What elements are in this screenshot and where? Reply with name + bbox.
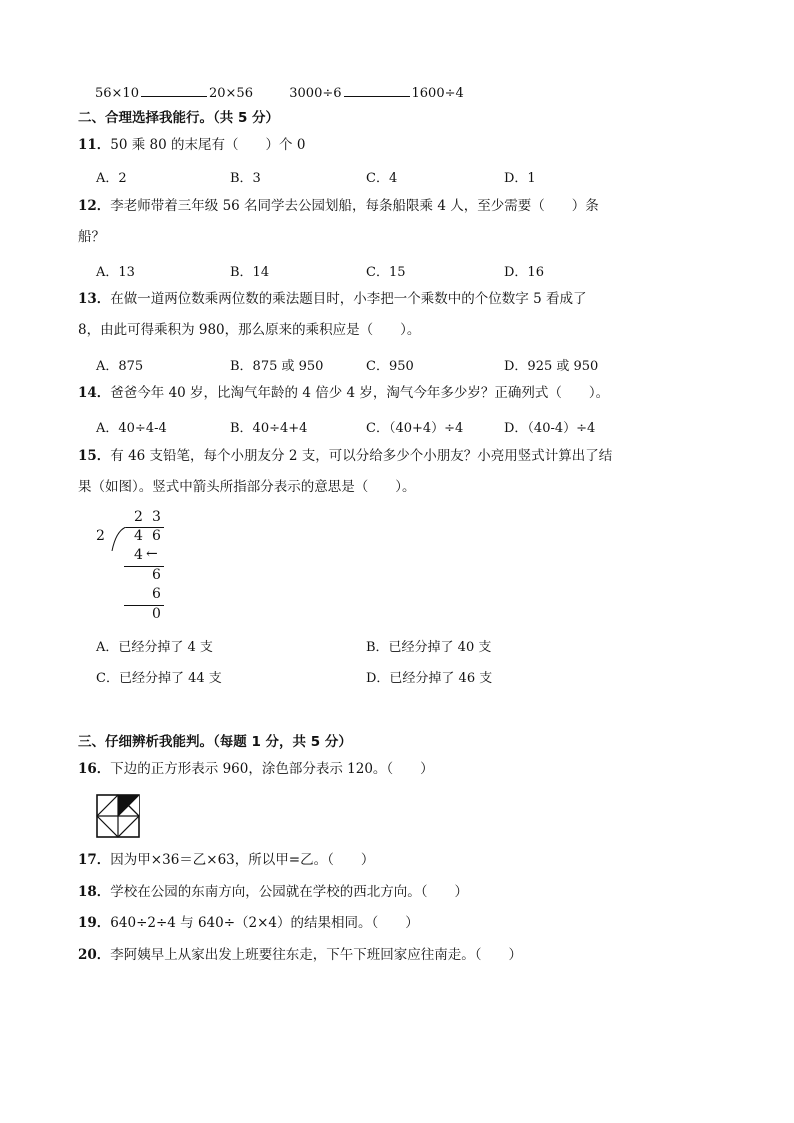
- question-text: 下边的正方形表示 960，涂色部分表示 120。（ ）: [110, 761, 434, 777]
- question-number: 12．: [78, 198, 111, 214]
- question-text: 李老师带着三年级 56 名同学去公园划船，每条船限乘 4 人，至少需要（ ）条: [110, 198, 599, 214]
- q12-option-a[interactable]: A．13: [96, 265, 135, 280]
- long-division-figure: [90, 505, 180, 625]
- question-12: [78, 198, 599, 214]
- q14-option-c[interactable]: C．（40+4）÷4: [366, 421, 464, 436]
- dividend-digit-ones: 6: [152, 528, 161, 544]
- question-15: [78, 448, 612, 464]
- question-text: 李阿姨早上从家出发上班要往东走，下午下班回家应往南走。（ ）: [110, 947, 523, 963]
- question-19: [78, 915, 419, 931]
- question-text: 在做一道两位数乘两位数的乘法题目时，小李把一个乘数中的个位数字 5 看成了: [110, 291, 587, 307]
- square-figure: [96, 794, 140, 838]
- q11-option-d[interactable]: D．1: [504, 171, 536, 186]
- dividend-digit-tens: 4: [134, 528, 143, 544]
- q14-option-d[interactable]: D．（40-4）÷4: [504, 421, 596, 436]
- q12-option-c[interactable]: C．15: [366, 265, 406, 280]
- compare-mid-expr: 20×56: [208, 86, 253, 101]
- divisor: 2: [96, 528, 105, 544]
- question-11: [78, 137, 305, 153]
- question-13-line2: 8，由此可得乘积为 980，那么原来的乘积应是（ ）。: [78, 322, 421, 338]
- question-18: [78, 884, 468, 900]
- q12-option-b[interactable]: B．14: [230, 265, 270, 280]
- question-number: 14．: [78, 385, 111, 401]
- quotient-digit-ones: 3: [152, 509, 161, 525]
- question-number: 19．: [78, 915, 111, 931]
- remainder-1: 6: [152, 567, 161, 583]
- question-text: 有 46 支铅笔，每个小朋友分 2 支，可以分给多少个小朋友？小亮用竖式计算出了结: [110, 448, 613, 464]
- question-number: 15．: [78, 448, 111, 464]
- compare-right-expr: 1600÷4: [411, 86, 464, 101]
- section2-title: 二、合理选择我能行。（共 5 分）: [78, 110, 280, 126]
- question-13: [78, 291, 586, 307]
- q11-option-b[interactable]: B．3: [230, 171, 261, 186]
- section3-title: 三、仔细辨析我能判。（每题 1 分，共 5 分）: [78, 734, 352, 750]
- q15-option-b[interactable]: B．已经分掉了 40 支: [366, 640, 492, 655]
- q13-option-a[interactable]: A．875: [96, 359, 144, 374]
- question-number: 18．: [78, 884, 111, 900]
- q11-option-a[interactable]: A．2: [96, 171, 127, 186]
- question-16: [78, 761, 434, 777]
- q13-option-b[interactable]: B．875 或 950: [230, 359, 324, 374]
- question-number: 11．: [78, 137, 111, 153]
- division-bracket: [110, 527, 128, 551]
- question-15-line2: 果（如图）。竖式中箭头所指部分表示的意思是（ ）。: [78, 479, 416, 495]
- question-number: 17．: [78, 852, 111, 868]
- question-14: [78, 385, 609, 401]
- partial-product-2: 6: [152, 586, 161, 602]
- q14-option-b[interactable]: B．40÷4+4: [230, 421, 308, 436]
- question-number: 16．: [78, 761, 111, 777]
- q13-option-d[interactable]: D．925 或 950: [504, 359, 599, 374]
- compare-left-expr: 56×10: [95, 86, 139, 101]
- compare-blank-1[interactable]: [141, 84, 207, 97]
- q15-option-c[interactable]: C．已经分掉了 44 支: [96, 671, 222, 686]
- question-text: 爸爸今年 40 岁，比淘气年龄的 4 倍少 4 岁，淘气今年多少岁？正确列式（ ）。: [110, 385, 610, 401]
- q15-option-a[interactable]: A．已经分掉了 4 支: [96, 640, 213, 655]
- q14-option-a[interactable]: A．40÷4-4: [96, 421, 167, 436]
- q13-option-c[interactable]: C．950: [366, 359, 414, 374]
- compare-right-left-expr: 3000÷6: [289, 86, 342, 101]
- compare-line: [95, 84, 464, 102]
- q11-option-c[interactable]: C．4: [366, 171, 398, 186]
- question-12-line2: 船？: [78, 229, 105, 245]
- remainder-final: 0: [152, 606, 161, 622]
- question-number: 20．: [78, 947, 111, 963]
- question-20: [78, 947, 522, 963]
- compare-blank-2[interactable]: [344, 84, 410, 97]
- q15-option-d[interactable]: D．已经分掉了 46 支: [366, 671, 493, 686]
- question-text: 640÷2÷4 与 640÷（2×4）的结果相同。（ ）: [110, 915, 419, 931]
- question-17: [78, 852, 374, 868]
- partial-product-1: 4: [134, 547, 143, 563]
- arrow-icon: ←: [146, 546, 158, 562]
- question-text: 因为甲×36＝乙×63，所以甲=乙。（ ）: [110, 852, 375, 868]
- question-text: 学校在公园的东南方向，公园就在学校的西北方向。（ ）: [110, 884, 469, 900]
- question-number: 13．: [78, 291, 111, 307]
- question-text: 50 乘 80 的末尾有（ ）个 0: [110, 137, 306, 153]
- quotient-digit-tens: 2: [134, 509, 143, 525]
- q12-option-d[interactable]: D．16: [504, 265, 544, 280]
